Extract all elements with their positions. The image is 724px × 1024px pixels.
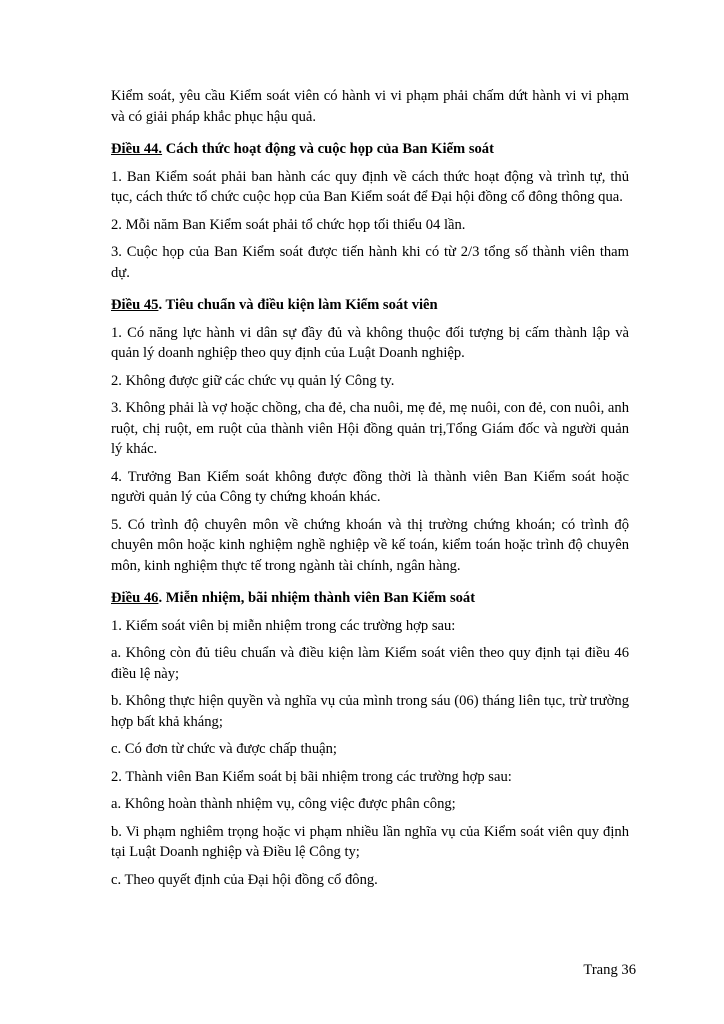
section-heading-46 <box>111 588 629 609</box>
paragraph: 1. Kiểm soát viên bị miễn nhiệm trong các trường hợp sau: <box>111 617 456 634</box>
paragraph: 3. Cuộc họp của Ban Kiểm soát được tiến hành khi có từ 2/3 tổng số thành viên tham dự. <box>111 244 629 281</box>
paragraph: c. Có đơn từ chức và được chấp thuận; <box>111 741 337 757</box>
document-page <box>111 86 629 897</box>
paragraph: b. Vi phạm nghiêm trọng hoặc vi phạm nhiều lần nghĩa vụ của Kiểm soát viên quy định tại Luật Doanh nghiệp và Điều lệ Công ty; <box>111 823 629 860</box>
paragraph: 1. Ban Kiểm soát phải ban hành các quy định về cách thức hoạt động và trình tự, thủ tục, cách thức tổ chức cuộc họp của Ban Kiểm soát để Đại hội đồng cổ đông thông qua. <box>111 168 629 205</box>
paragraph: 2. Mỗi năm Ban Kiểm soát phải tổ chức họp tối thiểu 04 lần. <box>111 216 466 233</box>
section-title: . Miễn nhiệm, bãi nhiệm thành viên Ban Kiểm soát <box>158 590 476 606</box>
paragraph: 2. Không được giữ các chức vụ quản lý Công ty. <box>111 372 395 389</box>
section-title: . Tiêu chuẩn và điều kiện làm Kiểm soát viên <box>158 297 438 313</box>
paragraph: 1. Có năng lực hành vi dân sự đầy đủ và không thuộc đối tượng bị cấm thành lập và quản lý doanh nghiệp theo quy định của Luật Doanh nghiệp. <box>111 324 629 361</box>
intro-paragraph: Kiểm soát, yêu cầu Kiểm soát viên có hành vi vi phạm phải chấm dứt hành vi vi phạm và có giải pháp khắc phục hậu quả. <box>111 88 629 125</box>
section-title: Cách thức hoạt động và cuộc họp của Ban Kiểm soát <box>162 141 494 157</box>
paragraph: c. Theo quyết định của Đại hội đồng cổ đông. <box>111 871 378 888</box>
page-number: Trang 36 <box>583 962 636 978</box>
paragraph: a. Không còn đủ tiêu chuẩn và điều kiện làm Kiểm soát viên theo quy định tại điều 46 điều lệ này; <box>111 645 629 682</box>
paragraph: 3. Không phải là vợ hoặc chồng, cha đẻ, cha nuôi, mẹ đẻ, mẹ nuôi, con đẻ, con nuôi, anh ruột, chị ruột, em ruột của thành viên Hội đồng quản trị,Tổng Giám đốc và người quản lý khác. <box>111 400 629 457</box>
section-heading-45 <box>111 295 629 316</box>
section-number: Điều 46 <box>111 590 159 606</box>
section-number: Điều 44. <box>111 141 163 157</box>
paragraph: 2. Thành viên Ban Kiểm soát bị bãi nhiệm trong các trường hợp sau: <box>111 768 512 785</box>
paragraph: 4. Trưởng Ban Kiểm soát không được đồng thời là thành viên Ban Kiểm soát hoặc người quản lý của Công ty chứng khoán khác. <box>111 468 629 505</box>
section-number: Điều 45 <box>111 297 159 313</box>
section-heading-44 <box>111 139 629 160</box>
paragraph: b. Không thực hiện quyền và nghĩa vụ của mình trong sáu (06) tháng liên tục, trừ trường hợp bất khả kháng; <box>111 693 629 730</box>
paragraph: 5. Có trình độ chuyên môn về chứng khoán và thị trường chứng khoán; có trình độ chuyên môn hoặc kinh nghiệm nghề nghiệp về kế toán, kiểm toán hoặc trình độ chuyên môn, kinh nghiệm thực tế trong ngành tài chính, ngân hàng. <box>111 516 629 574</box>
paragraph: a. Không hoàn thành nhiệm vụ, công việc được phân công; <box>111 796 456 812</box>
